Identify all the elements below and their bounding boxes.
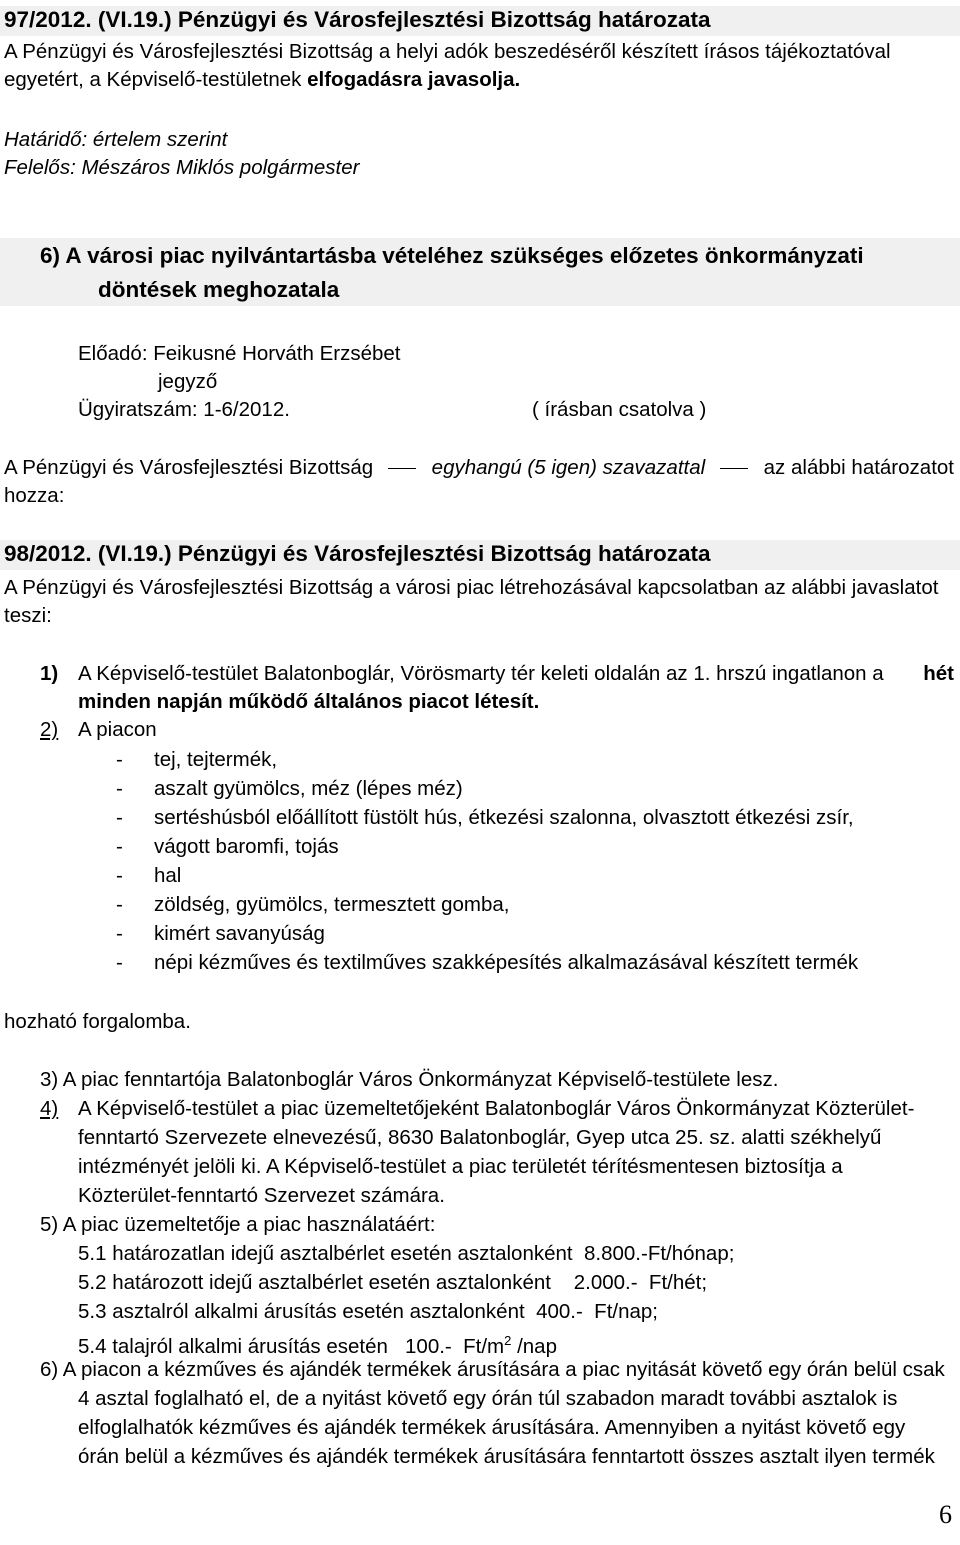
attached-note: ( írásban csatolva ) bbox=[532, 398, 707, 421]
product-item: - tej, tejtermék, bbox=[116, 748, 278, 771]
fee-item: 5.3 asztalról alkalmi árusítás esetén asztalonként 400.- Ft/nap; bbox=[78, 1300, 658, 1323]
point-5: 5) A piac üzemeltetője a piac használatáért: bbox=[40, 1213, 436, 1236]
resolution-97-text-1: A Pénzügyi és Városfejlesztési Bizottság a helyi adók beszedéséről készített írásos tájékoztatóval bbox=[4, 40, 891, 63]
resolution-97-title: 97/2012. (VI.19.) Pénzügyi és Városfejlesztési Bizottság határozata bbox=[4, 7, 711, 32]
resolution-98-intro-2: teszi: bbox=[4, 604, 52, 627]
point-4-line-2: fenntartó Szervezete elnevezésű, 8630 Balatonboglár, Gyep utca 25. sz. alatti székhelyű bbox=[78, 1126, 882, 1149]
vote-end: hozza: bbox=[4, 484, 65, 507]
point-1-line-2: minden napján működő általános piacot létesít. bbox=[78, 690, 540, 713]
resolution-98-intro-1: A Pénzügyi és Városfejlesztési Bizottság a városi piac létrehozásával kapcsolatban az alábbi javaslatot bbox=[4, 576, 939, 599]
fee-item: 5.1 határozatlan idejű asztalbérlet esetén asztalonként 8.800.-Ft/hónap; bbox=[78, 1242, 735, 1265]
presenter: Előadó: Feikusné Horváth Erzsébet bbox=[78, 342, 401, 365]
point-6-line-1: 6) A piacon a kézműves és ajándék termékek árusítására a piac nyitását követő egy órán belül csak bbox=[40, 1358, 945, 1381]
deadline: Határidő: értelem szerint bbox=[4, 128, 228, 151]
vote-line: A Pénzügyi és Városfejlesztési Bizottság egyhangú (5 igen) szavazattal az alábbi határozatot bbox=[4, 456, 954, 479]
em-dash bbox=[720, 454, 748, 469]
product-item: - aszalt gyümölcs, méz (lépes méz) bbox=[116, 777, 463, 800]
file-number: Ügyiratszám: 1-6/2012. bbox=[78, 398, 290, 421]
point-2-number: 2) bbox=[40, 718, 59, 741]
product-item: - zöldség, gyümölcs, termesztett gomba, bbox=[116, 893, 510, 916]
point-1-line-1: A Képviselő-testület Balatonboglár, Vörösmarty tér keleti oldalán az 1. hrszú ingatlanon a hét bbox=[78, 662, 954, 685]
em-dash bbox=[388, 454, 416, 469]
item-6-title-1: 6) A városi piac nyilvántartásba vételéhez szükséges előzetes önkormányzati bbox=[40, 243, 864, 268]
fee-item: 5.4 talajról alkalmi árusítás esetén 100.- $Ft/m^2$ /nap bbox=[78, 1333, 557, 1358]
point-2-text: A piacon bbox=[78, 718, 157, 741]
presenter-role: jegyző bbox=[158, 370, 218, 393]
product-item: - népi kézműves és textilműves szakképesítés alkalmazásával készített termék bbox=[116, 951, 859, 974]
resolution-97-text-2: egyetért, a Képviselő-testületnek elfogadásra javasolja. bbox=[4, 68, 521, 91]
point-6-line-3: elfoglalhatók kézműves és ajándék termékek árusítására. Amennyiben a nyitást követő egy bbox=[78, 1416, 906, 1439]
proposal-bold: elfogadásra javasolja. bbox=[307, 68, 521, 91]
point-1-number: 1) bbox=[40, 662, 59, 685]
fee-item: 5.2 határozott idejű asztalbérlet esetén asztalonként 2.000.- Ft/hét; bbox=[78, 1271, 708, 1294]
point-2-end: hozható forgalomba. bbox=[4, 1010, 191, 1033]
product-item: - sertéshúsból előállított füstölt hús, étkezési szalonna, olvasztott étkezési zsír, bbox=[116, 806, 854, 829]
point-4-line-1: A Képviselő-testület a piac üzemeltetőjeként Balatonboglár Város Önkormányzat Közterület- bbox=[78, 1097, 915, 1120]
point-4-line-4: Közterület-fenntartó Szervezet számára. bbox=[78, 1184, 445, 1207]
page-number: 6 bbox=[939, 1500, 952, 1529]
point-4-line-3: intézményét jelöli ki. A Képviselő-testület a piac területét térítésmentesen biztosítja a bbox=[78, 1155, 843, 1178]
product-item: - vágott baromfi, tojás bbox=[116, 835, 339, 858]
product-item: - kimért savanyúság bbox=[116, 922, 325, 945]
responsible: Felelős: Mészáros Miklós polgármester bbox=[4, 156, 360, 179]
product-item: - hal bbox=[116, 864, 182, 887]
point-4-number: 4) bbox=[40, 1097, 59, 1120]
point-6-line-2: 4 asztal foglalható el, de a nyitást követő egy órán túl szabadon maradt további asztalok is bbox=[78, 1387, 898, 1410]
item-6-title-2: döntések meghozatala bbox=[98, 277, 340, 302]
point-6-line-4: órán belül a kézműves és ajándék termékek árusítására fenntartott összes asztalt ilyen termék bbox=[78, 1445, 935, 1468]
resolution-98-title: 98/2012. (VI.19.) Pénzügyi és Városfejlesztési Bizottság határozata bbox=[4, 541, 711, 566]
point-3: 3) A piac fenntartója Balatonboglár Város Önkormányzat Képviselő-testülete lesz. bbox=[40, 1068, 779, 1091]
